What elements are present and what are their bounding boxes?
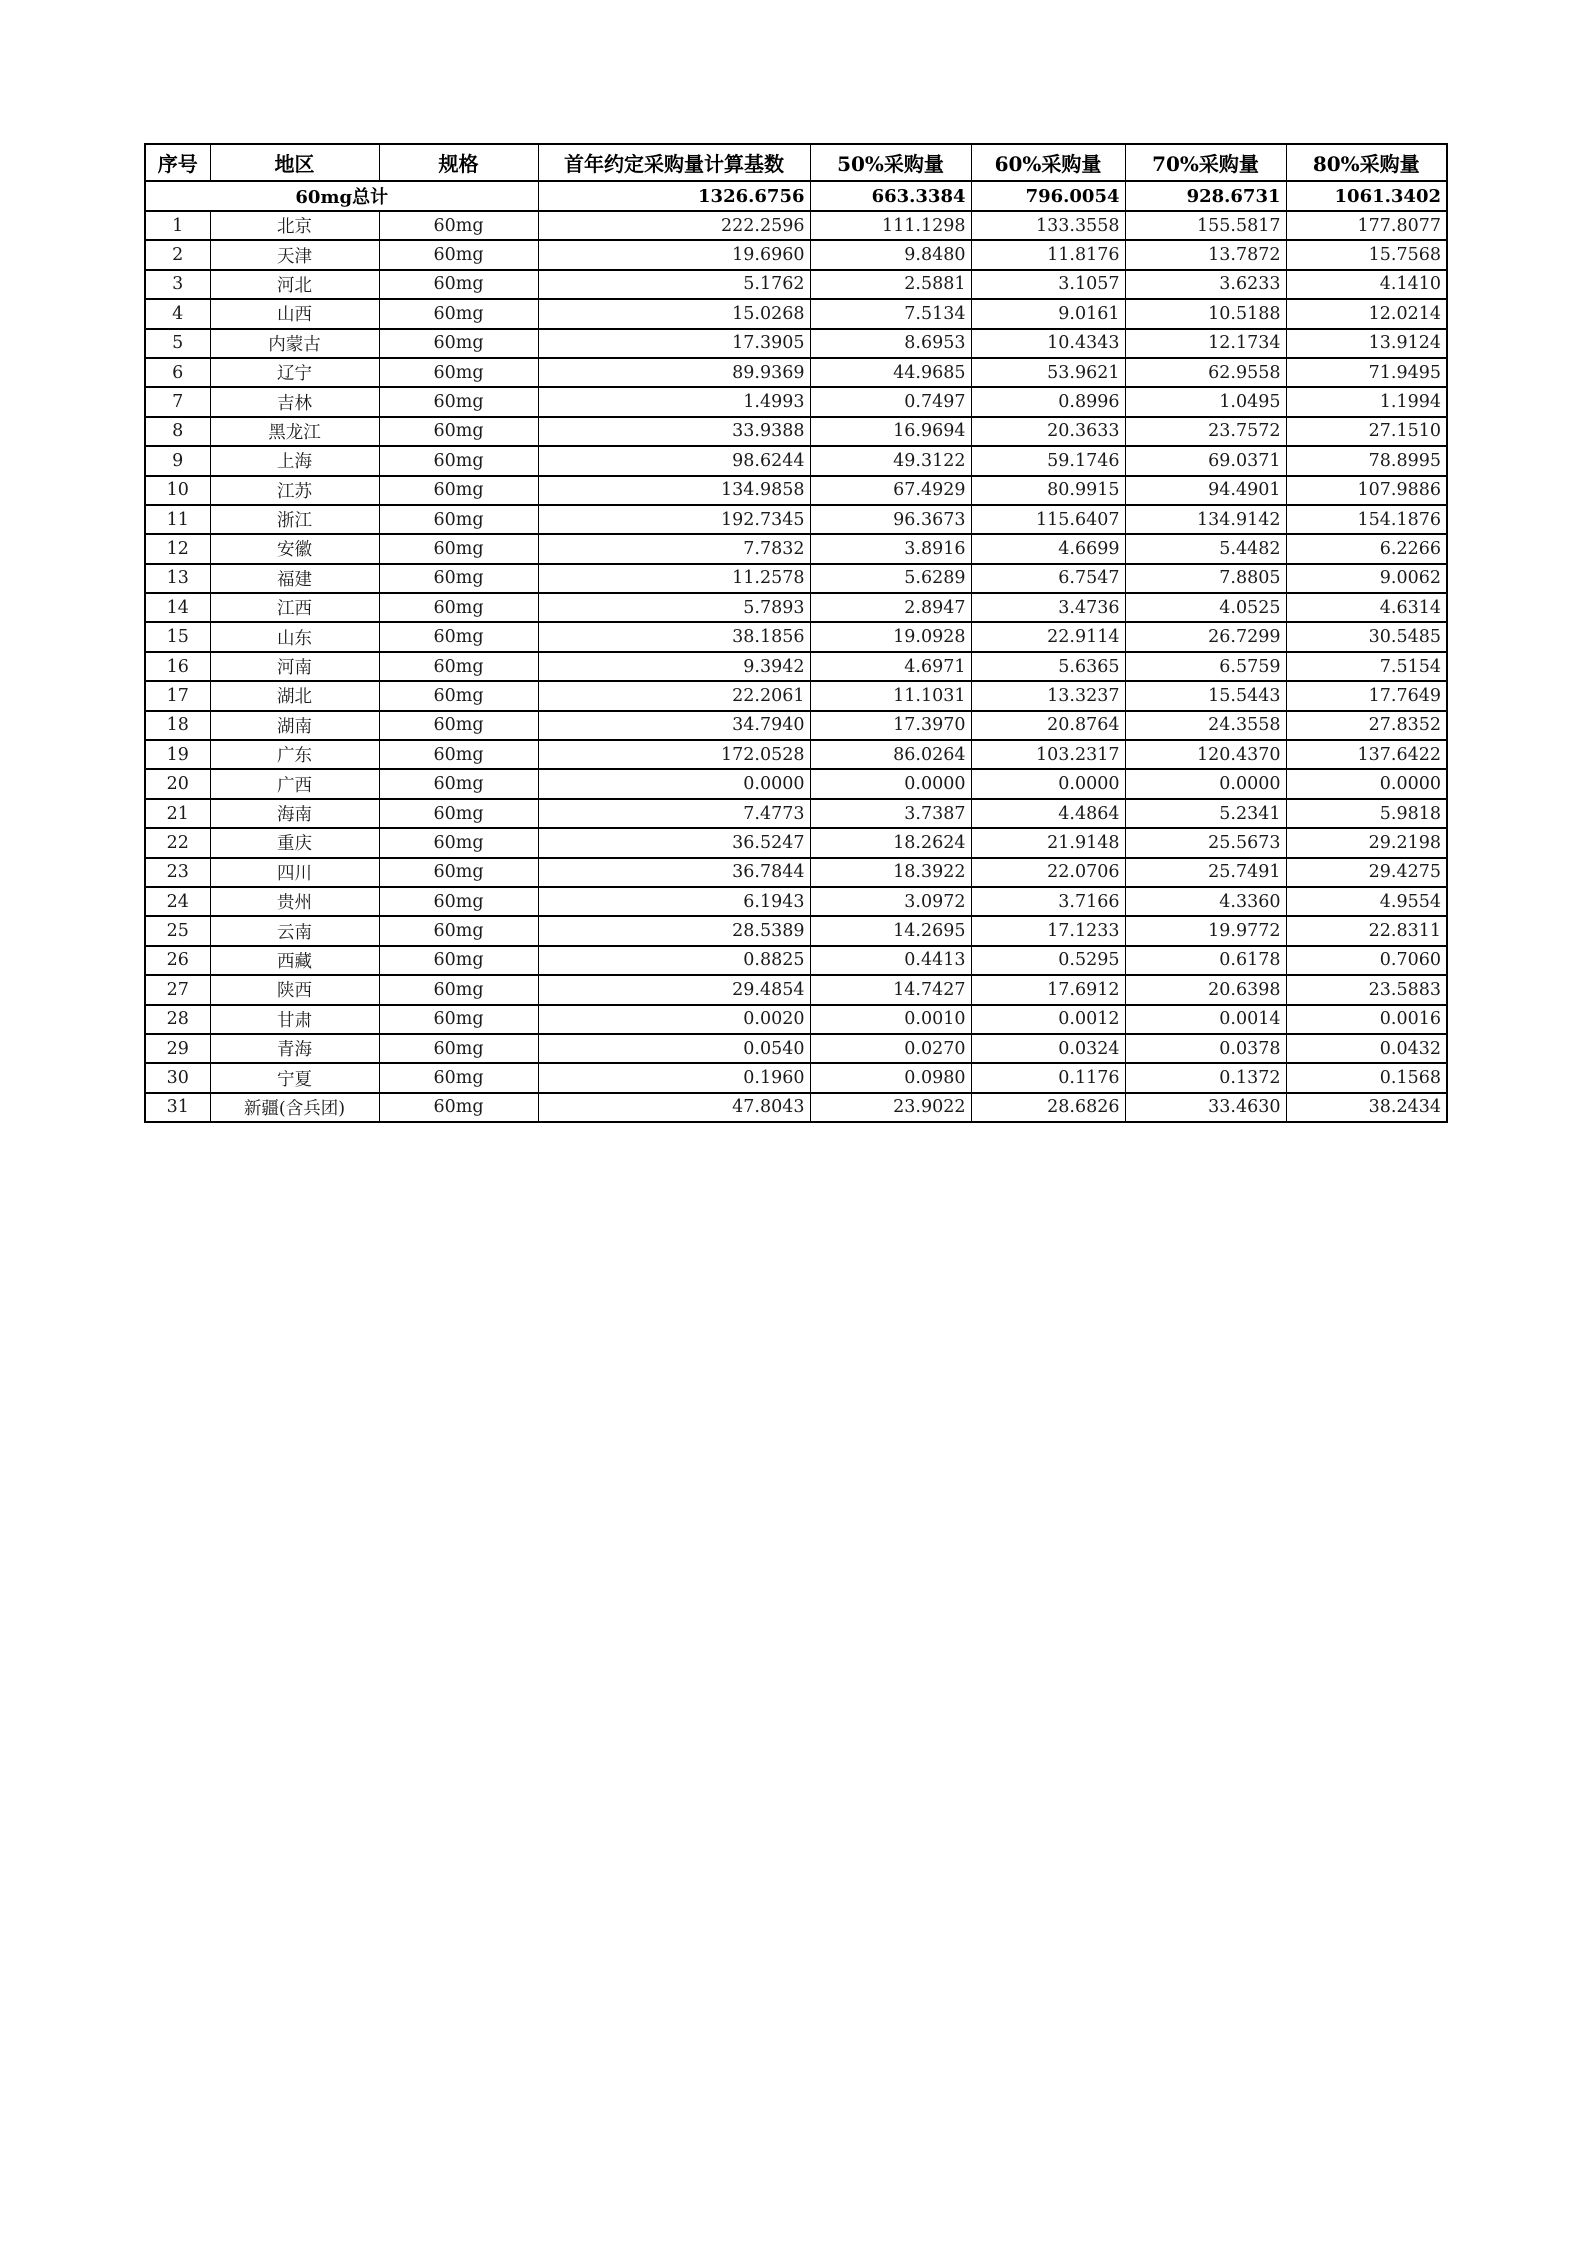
pct70-quantity-cell: 26.7299 [1125, 622, 1286, 651]
pct60-quantity-cell: 0.1176 [971, 1063, 1125, 1092]
pct70-quantity-cell: 0.0014 [1125, 1005, 1286, 1034]
table-row [145, 358, 1447, 387]
row-number-cell: 11 [145, 505, 210, 534]
pct70-quantity-cell: 3.6233 [1125, 270, 1286, 299]
column-header-pct60: 60%采购量 [971, 144, 1125, 181]
spec-cell: 60mg [379, 711, 538, 740]
total-pct50-cell: 663.3384 [810, 181, 971, 211]
pct70-quantity-cell: 25.5673 [1125, 828, 1286, 857]
pct80-quantity-cell: 107.9886 [1286, 476, 1447, 505]
spec-cell: 60mg [379, 446, 538, 475]
pct50-quantity-cell: 9.8480 [810, 240, 971, 269]
spec-cell: 60mg [379, 887, 538, 916]
base-quantity-cell: 36.5247 [538, 828, 810, 857]
pct50-quantity-cell: 49.3122 [810, 446, 971, 475]
table-row [145, 1093, 1447, 1122]
table-row [145, 505, 1447, 534]
region-cell: 贵州 [210, 887, 379, 916]
base-quantity-cell: 0.0020 [538, 1005, 810, 1034]
table-body [145, 211, 1447, 1122]
total-base-cell: 1326.6756 [538, 181, 810, 211]
base-quantity-cell: 17.3905 [538, 329, 810, 358]
pct60-quantity-cell: 5.6365 [971, 652, 1125, 681]
base-quantity-cell: 89.9369 [538, 358, 810, 387]
region-cell: 云南 [210, 916, 379, 945]
header-row [145, 144, 1447, 181]
pct60-quantity-cell: 13.3237 [971, 681, 1125, 710]
row-number-cell: 29 [145, 1034, 210, 1063]
pct60-quantity-cell: 3.7166 [971, 887, 1125, 916]
pct80-quantity-cell: 15.7568 [1286, 240, 1447, 269]
pct80-quantity-cell: 29.4275 [1286, 858, 1447, 887]
pct50-quantity-cell: 0.4413 [810, 946, 971, 975]
pct70-quantity-cell: 20.6398 [1125, 975, 1286, 1004]
spec-cell: 60mg [379, 564, 538, 593]
table-row [145, 270, 1447, 299]
pct50-quantity-cell: 0.7497 [810, 387, 971, 416]
row-number-cell: 31 [145, 1093, 210, 1122]
pct80-quantity-cell: 13.9124 [1286, 329, 1447, 358]
row-number-cell: 2 [145, 240, 210, 269]
base-quantity-cell: 28.5389 [538, 916, 810, 945]
base-quantity-cell: 19.6960 [538, 240, 810, 269]
pct70-quantity-cell: 0.0378 [1125, 1034, 1286, 1063]
spec-cell: 60mg [379, 387, 538, 416]
pct60-quantity-cell: 53.9621 [971, 358, 1125, 387]
table-row [145, 681, 1447, 710]
pct70-quantity-cell: 7.8805 [1125, 564, 1286, 593]
spec-cell: 60mg [379, 476, 538, 505]
pct50-quantity-cell: 16.9694 [810, 417, 971, 446]
row-number-cell: 9 [145, 446, 210, 475]
pct50-quantity-cell: 111.1298 [810, 211, 971, 240]
pct70-quantity-cell: 1.0495 [1125, 387, 1286, 416]
table-row [145, 564, 1447, 593]
row-number-cell: 12 [145, 534, 210, 563]
region-cell: 海南 [210, 799, 379, 828]
pct50-quantity-cell: 0.0010 [810, 1005, 971, 1034]
table-row [145, 1005, 1447, 1034]
pct70-quantity-cell: 155.5817 [1125, 211, 1286, 240]
pct60-quantity-cell: 10.4343 [971, 329, 1125, 358]
region-cell: 山东 [210, 622, 379, 651]
spec-cell: 60mg [379, 916, 538, 945]
column-header-spec: 规格 [379, 144, 538, 181]
pct60-quantity-cell: 3.1057 [971, 270, 1125, 299]
table-row [145, 887, 1447, 916]
row-number-cell: 24 [145, 887, 210, 916]
spec-cell: 60mg [379, 1005, 538, 1034]
region-cell: 北京 [210, 211, 379, 240]
spec-cell: 60mg [379, 417, 538, 446]
procurement-sheet [144, 143, 1448, 1123]
pct60-quantity-cell: 0.0012 [971, 1005, 1125, 1034]
spec-cell: 60mg [379, 946, 538, 975]
row-number-cell: 14 [145, 593, 210, 622]
spec-cell: 60mg [379, 681, 538, 710]
spec-cell: 60mg [379, 329, 538, 358]
table-row [145, 1034, 1447, 1063]
base-quantity-cell: 9.3942 [538, 652, 810, 681]
pct60-quantity-cell: 4.6699 [971, 534, 1125, 563]
pct70-quantity-cell: 25.7491 [1125, 858, 1286, 887]
region-cell: 陕西 [210, 975, 379, 1004]
base-quantity-cell: 36.7844 [538, 858, 810, 887]
pct60-quantity-cell: 20.8764 [971, 711, 1125, 740]
spec-cell: 60mg [379, 505, 538, 534]
pct50-quantity-cell: 3.7387 [810, 799, 971, 828]
region-cell: 青海 [210, 1034, 379, 1063]
spec-cell: 60mg [379, 211, 538, 240]
spec-cell: 60mg [379, 858, 538, 887]
region-cell: 四川 [210, 858, 379, 887]
region-cell: 安徽 [210, 534, 379, 563]
region-cell: 西藏 [210, 946, 379, 975]
region-cell: 新疆(含兵团) [210, 1093, 379, 1122]
base-quantity-cell: 0.0000 [538, 769, 810, 798]
base-quantity-cell: 0.8825 [538, 946, 810, 975]
pct80-quantity-cell: 71.9495 [1286, 358, 1447, 387]
pct50-quantity-cell: 96.3673 [810, 505, 971, 534]
base-quantity-cell: 134.9858 [538, 476, 810, 505]
region-cell: 福建 [210, 564, 379, 593]
base-quantity-cell: 7.7832 [538, 534, 810, 563]
base-quantity-cell: 0.0540 [538, 1034, 810, 1063]
region-cell: 上海 [210, 446, 379, 475]
row-number-cell: 21 [145, 799, 210, 828]
pct60-quantity-cell: 9.0161 [971, 299, 1125, 328]
pct50-quantity-cell: 17.3970 [810, 711, 971, 740]
table-row [145, 240, 1447, 269]
row-number-cell: 6 [145, 358, 210, 387]
pct80-quantity-cell: 6.2266 [1286, 534, 1447, 563]
spec-cell: 60mg [379, 622, 538, 651]
pct50-quantity-cell: 19.0928 [810, 622, 971, 651]
pct80-quantity-cell: 4.9554 [1286, 887, 1447, 916]
pct50-quantity-cell: 67.4929 [810, 476, 971, 505]
region-cell: 甘肃 [210, 1005, 379, 1034]
pct70-quantity-cell: 33.4630 [1125, 1093, 1286, 1122]
table-row [145, 652, 1447, 681]
pct80-quantity-cell: 5.9818 [1286, 799, 1447, 828]
pct80-quantity-cell: 7.5154 [1286, 652, 1447, 681]
pct50-quantity-cell: 0.0000 [810, 769, 971, 798]
pct60-quantity-cell: 17.1233 [971, 916, 1125, 945]
row-number-cell: 4 [145, 299, 210, 328]
pct70-quantity-cell: 5.2341 [1125, 799, 1286, 828]
base-quantity-cell: 98.6244 [538, 446, 810, 475]
table-row [145, 1063, 1447, 1092]
spec-cell: 60mg [379, 740, 538, 769]
table-row [145, 740, 1447, 769]
base-quantity-cell: 0.1960 [538, 1063, 810, 1092]
base-quantity-cell: 192.7345 [538, 505, 810, 534]
region-cell: 内蒙古 [210, 329, 379, 358]
row-number-cell: 1 [145, 211, 210, 240]
base-quantity-cell: 5.7893 [538, 593, 810, 622]
table-row [145, 299, 1447, 328]
row-number-cell: 30 [145, 1063, 210, 1092]
region-cell: 重庆 [210, 828, 379, 857]
table-row [145, 329, 1447, 358]
spec-cell: 60mg [379, 299, 538, 328]
pct50-quantity-cell: 2.5881 [810, 270, 971, 299]
spec-cell: 60mg [379, 534, 538, 563]
row-number-cell: 7 [145, 387, 210, 416]
pct70-quantity-cell: 12.1734 [1125, 329, 1286, 358]
pct50-quantity-cell: 8.6953 [810, 329, 971, 358]
base-quantity-cell: 29.4854 [538, 975, 810, 1004]
pct50-quantity-cell: 14.7427 [810, 975, 971, 1004]
row-number-cell: 15 [145, 622, 210, 651]
base-quantity-cell: 34.7940 [538, 711, 810, 740]
table-row [145, 711, 1447, 740]
table-row [145, 476, 1447, 505]
pct80-quantity-cell: 9.0062 [1286, 564, 1447, 593]
spec-cell: 60mg [379, 593, 538, 622]
row-number-cell: 27 [145, 975, 210, 1004]
pct60-quantity-cell: 28.6826 [971, 1093, 1125, 1122]
spec-cell: 60mg [379, 799, 538, 828]
pct80-quantity-cell: 38.2434 [1286, 1093, 1447, 1122]
table-row [145, 446, 1447, 475]
pct50-quantity-cell: 44.9685 [810, 358, 971, 387]
pct70-quantity-cell: 5.4482 [1125, 534, 1286, 563]
pct70-quantity-cell: 120.4370 [1125, 740, 1286, 769]
pct60-quantity-cell: 133.3558 [971, 211, 1125, 240]
row-number-cell: 26 [145, 946, 210, 975]
row-number-cell: 17 [145, 681, 210, 710]
region-cell: 江苏 [210, 476, 379, 505]
column-header-region: 地区 [210, 144, 379, 181]
region-cell: 天津 [210, 240, 379, 269]
pct80-quantity-cell: 177.8077 [1286, 211, 1447, 240]
region-cell: 湖北 [210, 681, 379, 710]
table-row [145, 828, 1447, 857]
pct70-quantity-cell: 94.4901 [1125, 476, 1286, 505]
pct70-quantity-cell: 0.1372 [1125, 1063, 1286, 1092]
region-cell: 辽宁 [210, 358, 379, 387]
row-number-cell: 3 [145, 270, 210, 299]
pct70-quantity-cell: 69.0371 [1125, 446, 1286, 475]
column-header-base: 首年约定采购量计算基数 [538, 144, 810, 181]
pct70-quantity-cell: 6.5759 [1125, 652, 1286, 681]
pct60-quantity-cell: 0.5295 [971, 946, 1125, 975]
spec-cell: 60mg [379, 270, 538, 299]
pct70-quantity-cell: 0.0000 [1125, 769, 1286, 798]
pct60-quantity-cell: 22.9114 [971, 622, 1125, 651]
table-row [145, 975, 1447, 1004]
pct80-quantity-cell: 23.5883 [1286, 975, 1447, 1004]
pct60-quantity-cell: 6.7547 [971, 564, 1125, 593]
pct60-quantity-cell: 80.9915 [971, 476, 1125, 505]
pct80-quantity-cell: 137.6422 [1286, 740, 1447, 769]
pct50-quantity-cell: 3.8916 [810, 534, 971, 563]
pct80-quantity-cell: 0.0432 [1286, 1034, 1447, 1063]
pct50-quantity-cell: 18.3922 [810, 858, 971, 887]
table-row [145, 769, 1447, 798]
pct80-quantity-cell: 0.0016 [1286, 1005, 1447, 1034]
pct60-quantity-cell: 4.4864 [971, 799, 1125, 828]
table-row [145, 417, 1447, 446]
pct80-quantity-cell: 4.1410 [1286, 270, 1447, 299]
row-number-cell: 20 [145, 769, 210, 798]
pct70-quantity-cell: 4.3360 [1125, 887, 1286, 916]
region-cell: 宁夏 [210, 1063, 379, 1092]
pct70-quantity-cell: 134.9142 [1125, 505, 1286, 534]
pct50-quantity-cell: 4.6971 [810, 652, 971, 681]
table-row [145, 211, 1447, 240]
spec-cell: 60mg [379, 1063, 538, 1092]
pct80-quantity-cell: 0.7060 [1286, 946, 1447, 975]
pct60-quantity-cell: 0.0000 [971, 769, 1125, 798]
table-row [145, 799, 1447, 828]
pct70-quantity-cell: 24.3558 [1125, 711, 1286, 740]
pct80-quantity-cell: 27.8352 [1286, 711, 1447, 740]
row-number-cell: 8 [145, 417, 210, 446]
table-row [145, 858, 1447, 887]
pct80-quantity-cell: 29.2198 [1286, 828, 1447, 857]
spec-cell: 60mg [379, 828, 538, 857]
total-pct80-cell: 1061.3402 [1286, 181, 1447, 211]
column-header-index: 序号 [145, 144, 210, 181]
region-cell: 浙江 [210, 505, 379, 534]
pct70-quantity-cell: 15.5443 [1125, 681, 1286, 710]
base-quantity-cell: 38.1856 [538, 622, 810, 651]
region-cell: 河南 [210, 652, 379, 681]
base-quantity-cell: 222.2596 [538, 211, 810, 240]
column-header-pct80: 80%采购量 [1286, 144, 1447, 181]
total-row [145, 181, 1447, 211]
base-quantity-cell: 11.2578 [538, 564, 810, 593]
pct50-quantity-cell: 86.0264 [810, 740, 971, 769]
pct60-quantity-cell: 20.3633 [971, 417, 1125, 446]
pct50-quantity-cell: 7.5134 [810, 299, 971, 328]
pct50-quantity-cell: 5.6289 [810, 564, 971, 593]
pct70-quantity-cell: 23.7572 [1125, 417, 1286, 446]
pct60-quantity-cell: 21.9148 [971, 828, 1125, 857]
pct80-quantity-cell: 22.8311 [1286, 916, 1447, 945]
pct60-quantity-cell: 3.4736 [971, 593, 1125, 622]
base-quantity-cell: 7.4773 [538, 799, 810, 828]
column-header-pct70: 70%采购量 [1125, 144, 1286, 181]
table-header [145, 144, 1447, 181]
pct70-quantity-cell: 0.6178 [1125, 946, 1286, 975]
table-row [145, 534, 1447, 563]
pct50-quantity-cell: 14.2695 [810, 916, 971, 945]
region-cell: 广西 [210, 769, 379, 798]
pct80-quantity-cell: 17.7649 [1286, 681, 1447, 710]
table-row [145, 387, 1447, 416]
region-cell: 河北 [210, 270, 379, 299]
total-label-cell: 60mg总计 [145, 181, 538, 211]
pct80-quantity-cell: 1.1994 [1286, 387, 1447, 416]
pct80-quantity-cell: 30.5485 [1286, 622, 1447, 651]
pct80-quantity-cell: 12.0214 [1286, 299, 1447, 328]
pct80-quantity-cell: 78.8995 [1286, 446, 1447, 475]
pct60-quantity-cell: 103.2317 [971, 740, 1125, 769]
table-row [145, 593, 1447, 622]
pct80-quantity-cell: 154.1876 [1286, 505, 1447, 534]
table-row [145, 916, 1447, 945]
base-quantity-cell: 1.4993 [538, 387, 810, 416]
row-number-cell: 23 [145, 858, 210, 887]
pct80-quantity-cell: 0.1568 [1286, 1063, 1447, 1092]
row-number-cell: 16 [145, 652, 210, 681]
pct60-quantity-cell: 22.0706 [971, 858, 1125, 887]
region-cell: 湖南 [210, 711, 379, 740]
pct70-quantity-cell: 62.9558 [1125, 358, 1286, 387]
pct50-quantity-cell: 0.0980 [810, 1063, 971, 1092]
pct50-quantity-cell: 18.2624 [810, 828, 971, 857]
row-number-cell: 28 [145, 1005, 210, 1034]
spec-cell: 60mg [379, 358, 538, 387]
row-number-cell: 19 [145, 740, 210, 769]
region-cell: 黑龙江 [210, 417, 379, 446]
column-header-pct50: 50%采购量 [810, 144, 971, 181]
pct70-quantity-cell: 10.5188 [1125, 299, 1286, 328]
total-pct60-cell: 796.0054 [971, 181, 1125, 211]
pct60-quantity-cell: 59.1746 [971, 446, 1125, 475]
table-row [145, 946, 1447, 975]
pct60-quantity-cell: 17.6912 [971, 975, 1125, 1004]
pct80-quantity-cell: 4.6314 [1286, 593, 1447, 622]
row-number-cell: 22 [145, 828, 210, 857]
pct70-quantity-cell: 13.7872 [1125, 240, 1286, 269]
spec-cell: 60mg [379, 975, 538, 1004]
pct80-quantity-cell: 27.1510 [1286, 417, 1447, 446]
pct50-quantity-cell: 11.1031 [810, 681, 971, 710]
pct70-quantity-cell: 19.9772 [1125, 916, 1286, 945]
spec-cell: 60mg [379, 652, 538, 681]
base-quantity-cell: 6.1943 [538, 887, 810, 916]
region-cell: 吉林 [210, 387, 379, 416]
total-pct70-cell: 928.6731 [1125, 181, 1286, 211]
row-number-cell: 25 [145, 916, 210, 945]
region-cell: 山西 [210, 299, 379, 328]
pct60-quantity-cell: 0.8996 [971, 387, 1125, 416]
pct50-quantity-cell: 2.8947 [810, 593, 971, 622]
table-row [145, 622, 1447, 651]
base-quantity-cell: 172.0528 [538, 740, 810, 769]
base-quantity-cell: 33.9388 [538, 417, 810, 446]
spec-cell: 60mg [379, 1093, 538, 1122]
pct80-quantity-cell: 0.0000 [1286, 769, 1447, 798]
base-quantity-cell: 5.1762 [538, 270, 810, 299]
pct50-quantity-cell: 23.9022 [810, 1093, 971, 1122]
pct60-quantity-cell: 115.6407 [971, 505, 1125, 534]
region-cell: 江西 [210, 593, 379, 622]
row-number-cell: 10 [145, 476, 210, 505]
base-quantity-cell: 22.2061 [538, 681, 810, 710]
spec-cell: 60mg [379, 769, 538, 798]
base-quantity-cell: 15.0268 [538, 299, 810, 328]
row-number-cell: 13 [145, 564, 210, 593]
spec-cell: 60mg [379, 240, 538, 269]
row-number-cell: 18 [145, 711, 210, 740]
pct60-quantity-cell: 11.8176 [971, 240, 1125, 269]
spec-cell: 60mg [379, 1034, 538, 1063]
region-cell: 广东 [210, 740, 379, 769]
pct50-quantity-cell: 3.0972 [810, 887, 971, 916]
base-quantity-cell: 47.8043 [538, 1093, 810, 1122]
pct60-quantity-cell: 0.0324 [971, 1034, 1125, 1063]
pct50-quantity-cell: 0.0270 [810, 1034, 971, 1063]
procurement-table [144, 143, 1448, 1123]
pct70-quantity-cell: 4.0525 [1125, 593, 1286, 622]
row-number-cell: 5 [145, 329, 210, 358]
